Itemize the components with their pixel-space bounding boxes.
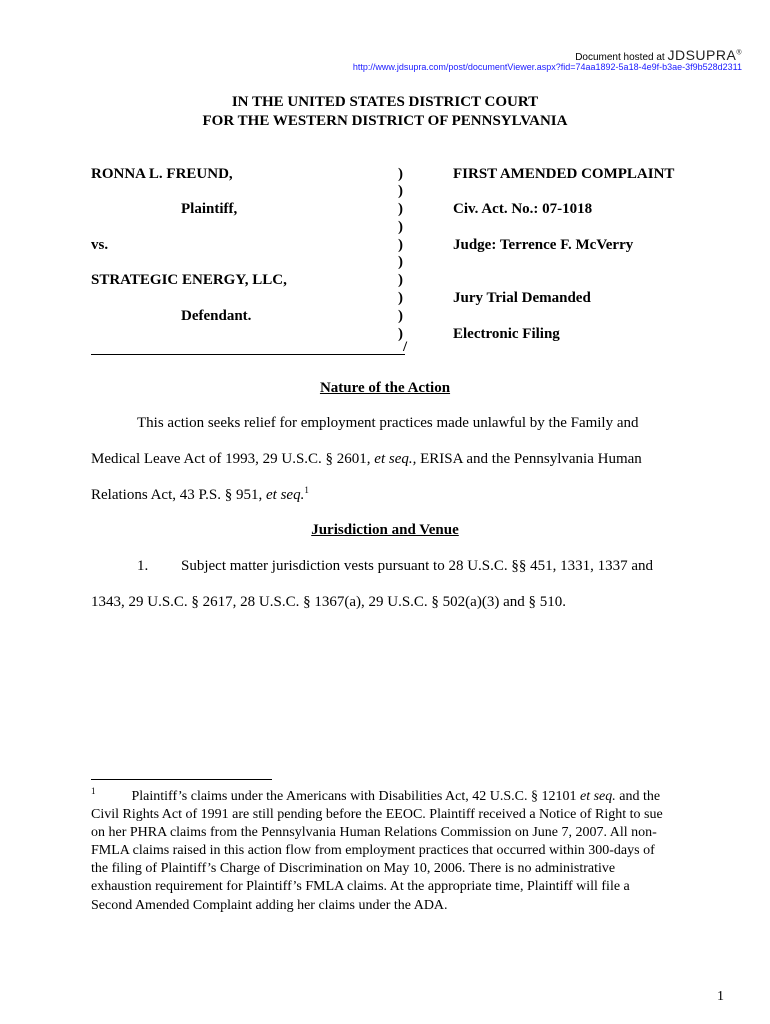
nature-line3-text: Relations Act, 43 P.S. § 951, (91, 487, 267, 503)
footnote-reference[interactable]: 1 (304, 485, 309, 495)
document-url-link[interactable]: http://www.jdsupra.com/post/documentViewer.aspx?fid=74aa1892-5a18-4e9f-b3ae-3f9b528d2311 (352, 62, 742, 72)
hosted-by-banner (575, 47, 742, 63)
footnote-text (91, 788, 671, 915)
jurisdiction-heading: Jurisdiction and Venue (311, 522, 459, 538)
versus-label: vs. (91, 237, 109, 253)
nature-line2-rest: ERISA and the Pennsylvania Human (416, 451, 642, 467)
caption-rule (91, 339, 408, 355)
footnote-number: 1 (91, 786, 96, 797)
document-title: FIRST AMENDED COMPLAINT (453, 166, 675, 182)
caption-paren: ) (398, 183, 403, 199)
filing-type: Electronic Filing (453, 326, 560, 342)
caption-paren: ) (398, 326, 403, 342)
registered-mark: ® (736, 49, 742, 57)
nature-heading: Nature of the Action (319, 380, 451, 396)
caption-paren: ) (398, 166, 403, 182)
plaintiff-name: RONNA L. FREUND, (91, 166, 233, 182)
hosted-text: Document hosted at (575, 52, 665, 63)
page-number: 1 (717, 989, 724, 1004)
court-name-line2: FOR THE WESTERN DISTRICT OF PENNSYLVANIA (202, 113, 568, 129)
plaintiff-role: Plaintiff, (181, 201, 238, 217)
civil-action-number: Civ. Act. No.: 07-1018 (453, 201, 593, 217)
caption-slash: / (403, 339, 408, 355)
logo-text: JDSUPRA (667, 47, 737, 63)
paragraph-number: 1. (137, 558, 149, 574)
caption-paren: ) (398, 254, 403, 270)
footnote-text-a: Plaintiff’s claims under the Americans with Disabilities Act, 42 U.S.C. § 12101 (131, 789, 580, 804)
court-name-line1: IN THE UNITED STATES DISTRICT COURT (231, 94, 539, 110)
caption-paren: ) (398, 201, 403, 217)
jurisdiction-line1: Subject matter jurisdiction vests pursuant to 28 U.S.C. §§ 451, 1331, 1337 and (181, 558, 654, 574)
caption-paren: ) (398, 290, 403, 306)
caption-paren: ) (398, 219, 403, 235)
nature-line1: This action seeks relief for employment practices made unlawful by the Family and (137, 415, 639, 431)
jurisdiction-line2: 1343, 29 U.S.C. § 2617, 28 U.S.C. § 1367(a), 29 U.S.C. § 502(a)(3) and § 510. (91, 594, 566, 610)
defendant-role: Defendant. (181, 308, 252, 324)
nature-line2-italic: et seq., (374, 451, 417, 467)
footnote-italic: et seq. (579, 789, 616, 804)
nature-line2 (91, 451, 642, 468)
caption-paren: ) (398, 308, 403, 324)
caption-paren: ) (398, 272, 403, 288)
nature-line2-text: Medical Leave Act of 1993, 29 U.S.C. § 2601, (91, 451, 375, 467)
caption-paren: ) (398, 237, 403, 253)
defendant-name: STRATEGIC ENERGY, LLC, (91, 272, 287, 288)
jdsupra-logo[interactable] (667, 47, 742, 63)
nature-line3 (91, 487, 309, 504)
footnote-text-c: and the Civil Rights Act of 1991 are still pending before the EEOC. Plaintiff received a Notice of Right to sue on her PHRA claims from the Pennsylvania Human Relations Commission on June 7, 2007. All non-FMLA claims raised in this action flow from employment practices that occurred within 300-days of the filing of Plaintiff’s Charge of Discrimination on May 10, 2006. There is no administrative exhaustion requirement for Plaintiff’s FMLA claims. At the appropriate time, Plaintiff will file a Second Amended Complaint adding her claims under the ADA. (91, 789, 663, 913)
nature-line3-italic: et seq. (266, 487, 305, 503)
jury-demand: Jury Trial Demanded (453, 290, 591, 306)
judge-name: Judge: Terrence F. McVerry (453, 237, 634, 253)
footnote-rule (91, 779, 272, 780)
